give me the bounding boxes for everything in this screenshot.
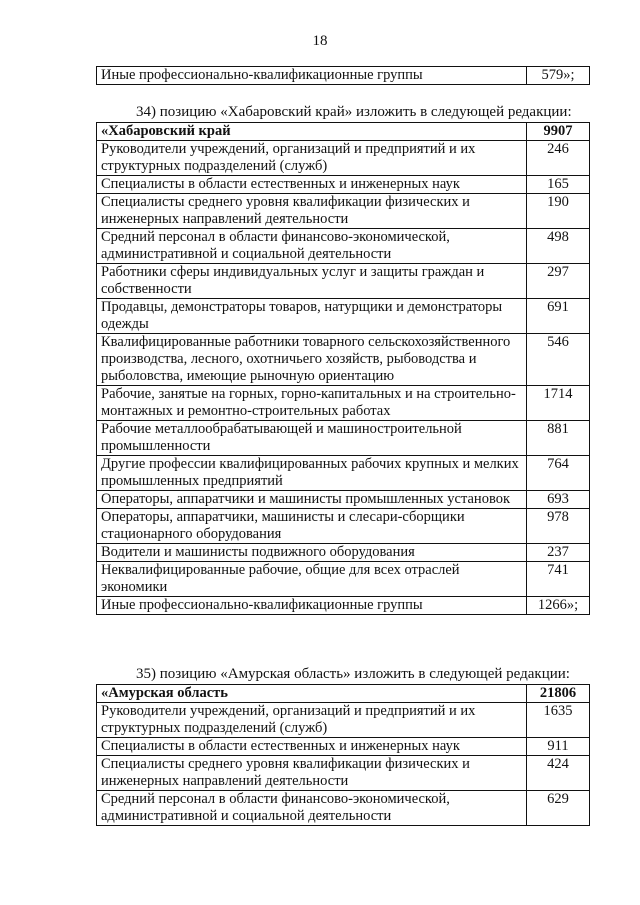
region-total: 9907	[527, 123, 590, 141]
region-name: «Амурская область	[97, 685, 527, 703]
khabarovsk-table	[96, 122, 590, 615]
page-number: 18	[312, 33, 328, 49]
row-label: Операторы, аппаратчики и машинисты промышленных установок	[97, 491, 527, 509]
row-label: Операторы, аппаратчики, машинисты и слесари-сборщики стационарного оборудования	[97, 509, 527, 544]
row-value: 881	[527, 421, 590, 456]
row-label: Квалифицированные работники товарного сельскохозяйственного производства, лесного, охотничьего хозяйств, рыбоводства и рыболовства, имеющие рыночную ориентацию	[97, 334, 527, 386]
row-value: 741	[527, 562, 590, 597]
table-row	[97, 421, 590, 456]
row-label: Иные профессионально-квалификационные группы	[97, 597, 527, 615]
row-value: 1714	[527, 386, 590, 421]
continuation-table	[96, 66, 590, 85]
row-label: Средний персонал в области финансово-экономической, административной и социальной деятельности	[97, 791, 527, 826]
table-row	[97, 544, 590, 562]
row-value: 579»;	[527, 67, 590, 85]
table-row	[97, 229, 590, 264]
row-label: Неквалифицированные рабочие, общие для всех отраслей экономики	[97, 562, 527, 597]
table-row	[97, 67, 590, 85]
table-row	[97, 791, 590, 826]
row-label: Специалисты среднего уровня квалификации физических и инженерных направлений деятельности	[97, 194, 527, 229]
row-value: 911	[527, 738, 590, 756]
row-label: Рабочие металлообрабатывающей и машиностроительной промышленности	[97, 421, 527, 456]
row-value: 424	[527, 756, 590, 791]
section-35-intro: 35) позицию «Амурская область» изложить в следующей редакции:	[136, 666, 570, 682]
row-label: Руководители учреждений, организаций и предприятий и их структурных подразделений (служб)	[97, 141, 527, 176]
row-label: Средний персонал в области финансово-экономической, административной и социальной деятельности	[97, 229, 527, 264]
row-value: 297	[527, 264, 590, 299]
table-row	[97, 386, 590, 421]
row-value: 237	[527, 544, 590, 562]
table-row	[97, 491, 590, 509]
row-value: 1635	[527, 703, 590, 738]
table-row	[97, 509, 590, 544]
row-value: 246	[527, 141, 590, 176]
table-row	[97, 738, 590, 756]
table-row	[97, 756, 590, 791]
row-label: Специалисты в области естественных и инженерных наук	[97, 738, 527, 756]
table-row	[97, 176, 590, 194]
table-row	[97, 264, 590, 299]
region-name: «Хабаровский край	[97, 123, 527, 141]
section-34-intro: 34) позицию «Хабаровский край» изложить в следующей редакции:	[136, 104, 572, 120]
row-label: Работники сферы индивидуальных услуг и защиты граждан и собственности	[97, 264, 527, 299]
row-value: 190	[527, 194, 590, 229]
amur-table	[96, 684, 590, 826]
table-row	[97, 299, 590, 334]
row-value: 498	[527, 229, 590, 264]
table-row	[97, 334, 590, 386]
row-value: 1266»;	[527, 597, 590, 615]
row-label: Руководители учреждений, организаций и предприятий и их структурных подразделений (служб)	[97, 703, 527, 738]
row-label: Специалисты в области естественных и инженерных наук	[97, 176, 527, 194]
row-value: 978	[527, 509, 590, 544]
row-value: 629	[527, 791, 590, 826]
row-value: 693	[527, 491, 590, 509]
row-label: Иные профессионально-квалификационные группы	[97, 67, 527, 85]
row-value: 764	[527, 456, 590, 491]
row-label: Другие профессии квалифицированных рабочих крупных и мелких промышленных предприятий	[97, 456, 527, 491]
row-value: 691	[527, 299, 590, 334]
region-total: 21806	[527, 685, 590, 703]
row-label: Специалисты среднего уровня квалификации физических и инженерных направлений деятельности	[97, 756, 527, 791]
table-row	[97, 597, 590, 615]
row-label: Рабочие, занятые на горных, горно-капитальных и на строительно-монтажных и ремонтно-строительных работах	[97, 386, 527, 421]
row-label: Водители и машинисты подвижного оборудования	[97, 544, 527, 562]
table-header-row	[97, 123, 590, 141]
row-value: 546	[527, 334, 590, 386]
row-value: 165	[527, 176, 590, 194]
table-row	[97, 456, 590, 491]
table-row	[97, 562, 590, 597]
table-header-row	[97, 685, 590, 703]
table-row	[97, 703, 590, 738]
row-label: Продавцы, демонстраторы товаров, натурщики и демонстраторы одежды	[97, 299, 527, 334]
table-row	[97, 194, 590, 229]
table-row	[97, 141, 590, 176]
